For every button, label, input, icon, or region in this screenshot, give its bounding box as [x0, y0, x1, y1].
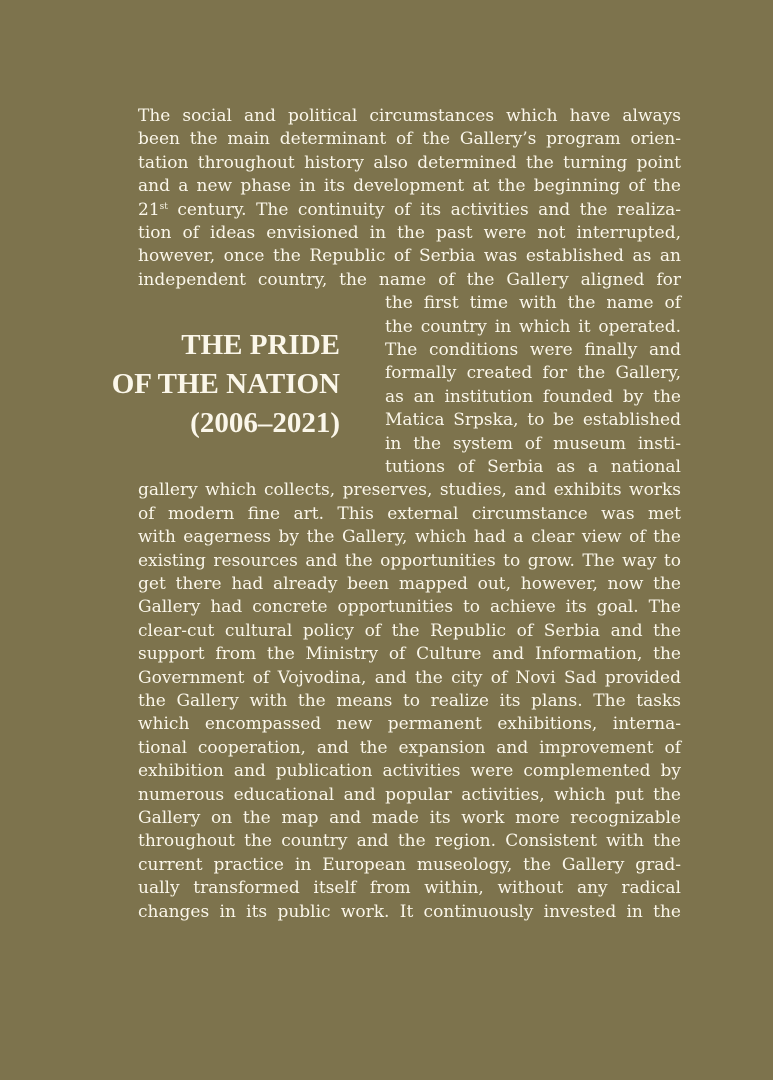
body-line: existing resources and the opportunities to grow. The way to: [138, 550, 681, 571]
body-line: numerous educational and popular activities, which put the: [138, 784, 681, 805]
body-line: get there had already been mapped out, however, now the: [138, 574, 681, 594]
body-line: independent country, the name of the Gallery aligned for: [138, 269, 681, 290]
century-rest: century. The continuity of its activities and the realiza-: [167, 199, 681, 220]
body-line: Gallery on the map and made its work more recognizable: [138, 808, 681, 828]
body-line: Government of Vojvodina, and the city of Novi Sad provided: [138, 667, 681, 688]
body-line: tional cooperation, and the expansion and improvement of: [138, 737, 681, 758]
body-line: changes in its public work. It continuously invested in the: [138, 901, 681, 922]
body-line: with eagerness by the Gallery, which had a clear view of the: [138, 527, 681, 548]
heading-line-2: OF THE NATION: [111, 368, 340, 400]
body-line: The conditions were finally and: [385, 340, 681, 360]
body-line: tion of ideas envisioned in the past were not interrupted,: [138, 223, 681, 243]
body-line: the country in which it operated.: [385, 316, 681, 337]
body-line: The social and political circumstances which have always: [138, 106, 681, 126]
heading-line-3: (2006–2021): [190, 407, 340, 439]
body-line: exhibition and publication activities were complemented by: [138, 761, 681, 782]
body-line: formally created for the Gallery,: [385, 363, 681, 384]
body-line: been the main determinant of the Gallery’s program orien-: [138, 129, 681, 150]
body-line: however, once the Republic of Serbia was established as an: [138, 246, 681, 267]
body-line: of modern fine art. This external circumstance was met: [138, 503, 681, 524]
body-line: tutions of Serbia as a national: [385, 457, 681, 477]
body-line: and a new phase in its development at the beginning of the: [138, 176, 681, 197]
body-line: Gallery had concrete opportunities to achieve its goal. The: [138, 597, 681, 618]
body-line: Matica Srpska, to be established: [385, 410, 681, 431]
century-suffix: st: [159, 201, 168, 212]
body-line: in the system of museum insti-: [385, 433, 681, 454]
body-line: which encompassed new permanent exhibitions, interna-: [138, 714, 681, 735]
body-line: clear-cut cultural policy of the Republic of Serbia and the: [138, 620, 681, 641]
body-line: ually transformed itself from within, without any radical: [138, 878, 681, 899]
body-line: as an institution founded by the: [385, 386, 681, 407]
body-line: current practice in European museology, the Gallery grad-: [138, 854, 681, 875]
body-line: the first time with the name of: [385, 293, 681, 314]
heading-line-1: THE PRIDE: [181, 329, 340, 361]
body-line: gallery which collects, preserves, studies, and exhibits works: [138, 480, 681, 501]
body-line: tation throughout history also determined the turning point: [138, 152, 681, 173]
body-line: support from the Ministry of Culture and Information, the: [138, 644, 681, 665]
body-line: the Gallery with the means to realize its plans. The tasks: [138, 691, 681, 711]
century-number: 21: [138, 199, 160, 220]
body-line-century: [138, 199, 681, 222]
section-heading: [60, 326, 340, 443]
body-line: throughout the country and the region. Consistent with the: [138, 831, 681, 852]
